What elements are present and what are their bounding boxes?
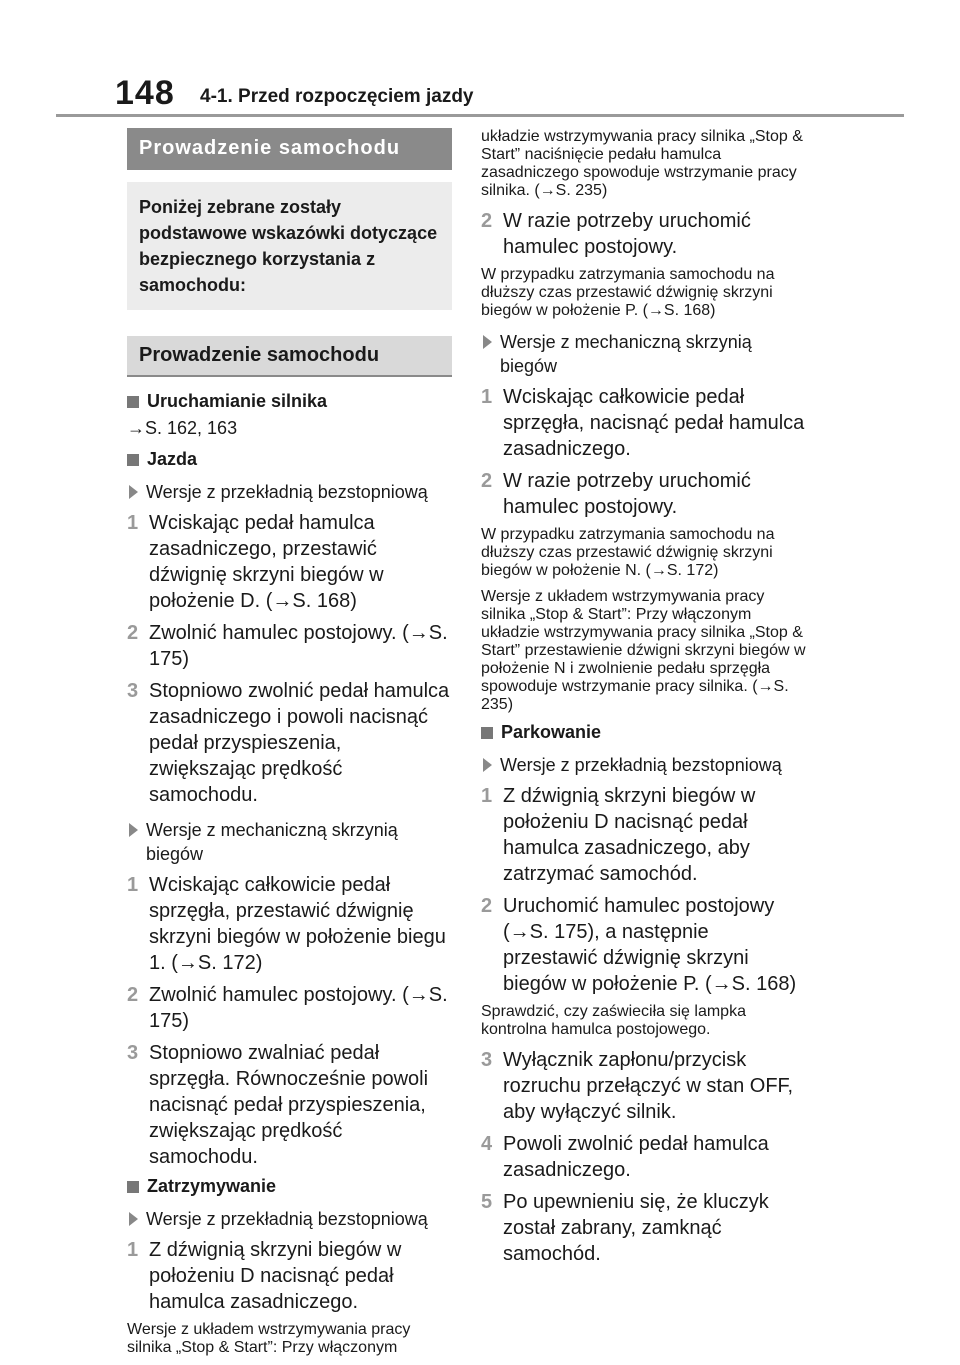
note-text: Wersje z układem wstrzymywania pracy silnika „Stop & Start”: Przy włączonym układzie wstrzymywania pracy silnika „Stop & Start” przestawienie dźwigni skrzyni biegów w położenie N i zwolnienie pedału sprzęgła spowoduje wstrzymanie pracy silnika. (→S. 235) — [481, 588, 806, 713]
step-item: 1 Z dźwignią skrzyni biegów w położeniu D nacisnąć pedał hamulca zasadniczego. — [127, 1239, 402, 1313]
variant-manual: Wersje z mechaniczną skrzynią biegów — [481, 330, 806, 378]
step-number: 2 — [127, 984, 139, 1006]
step-number: 4 — [481, 1133, 493, 1155]
step-text: W razie potrzeby uruchomić hamulec postojowy. — [503, 470, 751, 518]
variant-cvt: Wersje z przekładnią bezstopniową — [127, 480, 452, 504]
step-text: Uruchomić hamulec postojowy (→S. 175), a następnie przestawić dźwignię skrzyni biegów w położenie P. (→S. 168) — [503, 895, 797, 995]
variant-manual: Wersje z mechaniczną skrzynią biegów — [127, 818, 452, 866]
triangle-bullet-icon — [129, 823, 138, 837]
header-divider — [56, 114, 904, 117]
step-number: 3 — [127, 680, 139, 702]
step-number: 3 — [481, 1049, 493, 1071]
steps-manual-stopping — [481, 384, 806, 520]
step-item — [127, 1040, 452, 1170]
step-text: Stopniowo zwalniać pedał sprzęgła. Równocześnie powoli nacisnąć pedał przyspieszenia, zwiększając prędkość samochodu. — [149, 1042, 429, 1168]
left-column — [127, 128, 452, 1365]
note-text: Wersje z układem wstrzymywania pracy silnika „Stop & Start”: Przy włączonym — [127, 1321, 411, 1356]
step-item — [481, 1131, 806, 1183]
step-text: Wciskając pedał hamulca zasadniczego, przestawić dźwignię skrzyni biegów w położenie D. (→S. 168) — [149, 512, 384, 612]
square-bullet-icon — [127, 454, 139, 466]
square-bullet-icon — [127, 1181, 139, 1193]
step-item — [481, 1047, 806, 1125]
step-text: Zwolnić hamulec postojowy. (→S. 175) — [149, 622, 448, 670]
step-number: 1 — [481, 386, 493, 408]
step-number: 2 — [481, 470, 493, 492]
step-text: Wciskając całkowicie pedał sprzęgła, przestawić dźwignię skrzyni biegów w położenie biegu 1. (→S. 172) — [149, 874, 446, 974]
step-item — [481, 783, 806, 887]
step-item — [127, 872, 452, 976]
triangle-bullet-icon — [483, 335, 492, 349]
step-item — [481, 1189, 806, 1267]
step-number: 1 — [127, 512, 139, 534]
page-reference: →S. 162, 163 — [127, 418, 238, 438]
step-number: 2 — [481, 895, 493, 917]
steps-cvt-driving — [127, 510, 452, 808]
square-bullet-icon — [127, 396, 139, 408]
step-item — [127, 510, 452, 614]
step-text: Po upewnieniu się, że kluczyk został zabrany, zamknąć samochód. — [503, 1191, 769, 1265]
step-text: Zwolnić hamulec postojowy. (→S. 175) — [149, 984, 448, 1032]
heading-parking: Parkowanie — [481, 722, 806, 743]
note-text: W przypadku zatrzymania samochodu na dłuższy czas przestawić dźwignię skrzyni biegów w położenie P. (→S. 168) — [481, 266, 775, 319]
note-text: układzie wstrzymywania pracy silnika „Stop & Start” naciśnięcie pedału hamulca zasadniczego spowoduje wstrzymanie pracy silnika. (→S. 235) — [481, 128, 803, 199]
heading-stopping: Zatrzymywanie — [127, 1176, 452, 1197]
step-item — [481, 384, 806, 462]
step-item — [127, 678, 452, 808]
step-number: 2 — [127, 622, 139, 644]
note-text: W przypadku zatrzymania samochodu na dłuższy czas przestawić dźwignię skrzyni biegów w położenie N. (→S. 172) — [481, 526, 775, 579]
triangle-bullet-icon — [129, 485, 138, 499]
step-text: Z dźwignią skrzyni biegów w położeniu D nacisnąć pedał hamulca zasadniczego, aby zatrzymać samochód. — [503, 785, 756, 885]
step-number: 1 — [127, 874, 139, 896]
step-number: 5 — [481, 1191, 493, 1213]
page-number: 148 — [115, 74, 175, 112]
square-bullet-icon — [481, 727, 493, 739]
step-number: 1 — [481, 785, 493, 807]
triangle-bullet-icon — [129, 1212, 138, 1226]
subsection-banner: Prowadzenie samochodu — [127, 336, 452, 377]
step-text: Powoli zwolnić pedał hamulca zasadniczego. — [503, 1133, 769, 1181]
triangle-bullet-icon — [483, 758, 492, 772]
right-column — [481, 128, 806, 1271]
steps-parking-a — [481, 783, 806, 997]
step-number: 3 — [127, 1042, 139, 1064]
section-banner: Prowadzenie samochodu — [127, 128, 452, 170]
step-text: Wyłącznik zapłonu/przycisk rozruchu przełączyć w stan OFF, aby wyłączyć silnik. — [503, 1049, 794, 1123]
note-text: Sprawdzić, czy zaświeciła się lampka kontrolna hamulca postojowego. — [481, 1003, 746, 1038]
heading-driving: Jazda — [127, 449, 452, 470]
variant-cvt: Wersje z przekładnią bezstopniową — [127, 1207, 452, 1231]
step-text: Wciskając całkowicie pedał sprzęgła, nacisnąć pedał hamulca zasadniczego. — [503, 386, 805, 460]
heading-starting-engine: Uruchamianie silnika — [127, 391, 452, 412]
steps-parking-b — [481, 1047, 806, 1267]
step-item: 2 W razie potrzeby uruchomić hamulec postojowy. — [481, 210, 751, 258]
intro-box: Poniżej zebrane zostały podstawowe wskazówki dotyczące bezpiecznego korzystania z samochodu: — [127, 182, 452, 310]
chapter-title: 4-1. Przed rozpoczęciem jazdy — [200, 86, 474, 107]
variant-cvt: Wersje z przekładnią bezstopniową — [481, 753, 806, 777]
step-item — [127, 982, 452, 1034]
step-item — [127, 620, 452, 672]
step-text: Stopniowo zwolnić pedał hamulca zasadniczego i powoli nacisnąć pedał przyspieszenia, zwiększając prędkość samochodu. — [149, 680, 450, 806]
steps-manual-driving — [127, 872, 452, 1170]
step-item — [481, 468, 806, 520]
step-item — [481, 893, 806, 997]
